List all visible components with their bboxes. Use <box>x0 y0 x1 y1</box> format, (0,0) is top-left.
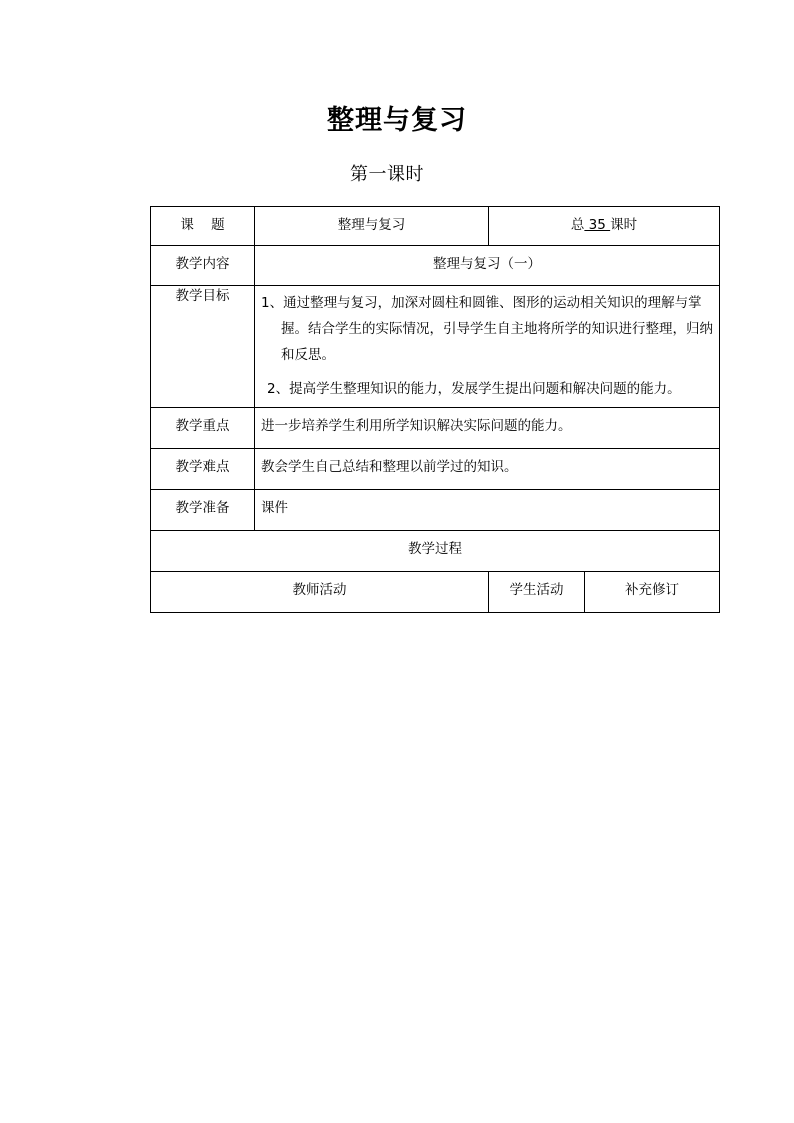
process-header-cell <box>151 531 720 572</box>
difficulty-row <box>151 449 720 490</box>
keypoint-value: 进一步培养学生利用所学知识解决实际问题的能力。 <box>261 418 572 434</box>
keypoint-label: 教学重点 <box>175 418 230 434</box>
content-label: 教学内容 <box>175 256 230 272</box>
goal-item-1: 1、通过整理与复习，加深对圆柱和圆锥、图形的运动相关知识的理解与掌握。结合学生的实际情况，引导学生自主地将所学的知识进行整理，归纳和反思。 <box>261 295 713 363</box>
content-label-cell <box>151 246 255 286</box>
topic-label: 课 题 <box>180 217 225 233</box>
document-title: 整理与复习 <box>327 105 467 136</box>
lesson-plan-table <box>150 206 720 613</box>
goals-row <box>151 286 720 408</box>
process-row <box>151 531 720 572</box>
goals-label-cell <box>151 286 255 408</box>
total-suffix: 课时 <box>610 217 638 233</box>
total-prefix: 总 <box>570 217 585 233</box>
total-number: 35 <box>584 217 611 233</box>
difficulty-label-cell <box>151 449 255 490</box>
prep-label: 教学准备 <box>175 500 230 516</box>
difficulty-label: 教学难点 <box>175 459 230 475</box>
content-row <box>151 246 720 286</box>
topic-row <box>151 207 720 246</box>
prep-row <box>151 490 720 531</box>
revision-cell <box>585 572 720 613</box>
prep-value-cell <box>255 490 720 531</box>
process-label: 教学过程 <box>408 541 462 557</box>
topic-value: 整理与复习 <box>337 217 406 233</box>
revision-label: 补充修订 <box>625 582 679 598</box>
prep-label-cell <box>151 490 255 531</box>
difficulty-value-cell <box>255 449 720 490</box>
document-subtitle: 第一课时 <box>350 164 424 185</box>
student-activity-cell <box>489 572 585 613</box>
keypoint-value-cell <box>255 408 720 449</box>
content-value: 整理与复习（一） <box>433 256 541 272</box>
topic-label-cell <box>151 207 255 246</box>
goals-value-cell <box>255 286 720 408</box>
goal-item-2: 2、提高学生整理知识的能力，发展学生提出问题和解决问题的能力。 <box>267 381 681 397</box>
total-hours <box>495 207 713 235</box>
goals-label: 教学目标 <box>175 288 230 304</box>
difficulty-value: 教会学生自己总结和整理以前学过的知识。 <box>261 459 518 475</box>
topic-value-cell <box>255 207 489 246</box>
prep-value: 课件 <box>261 500 288 516</box>
student-activity-label: 学生活动 <box>509 582 564 598</box>
activity-columns-row <box>151 572 720 613</box>
teacher-activity-cell <box>151 572 489 613</box>
content-value-cell <box>255 246 720 286</box>
keypoint-row <box>151 408 720 449</box>
keypoint-label-cell <box>151 408 255 449</box>
total-hours-cell <box>489 207 720 246</box>
teacher-activity-label: 教师活动 <box>292 582 347 598</box>
